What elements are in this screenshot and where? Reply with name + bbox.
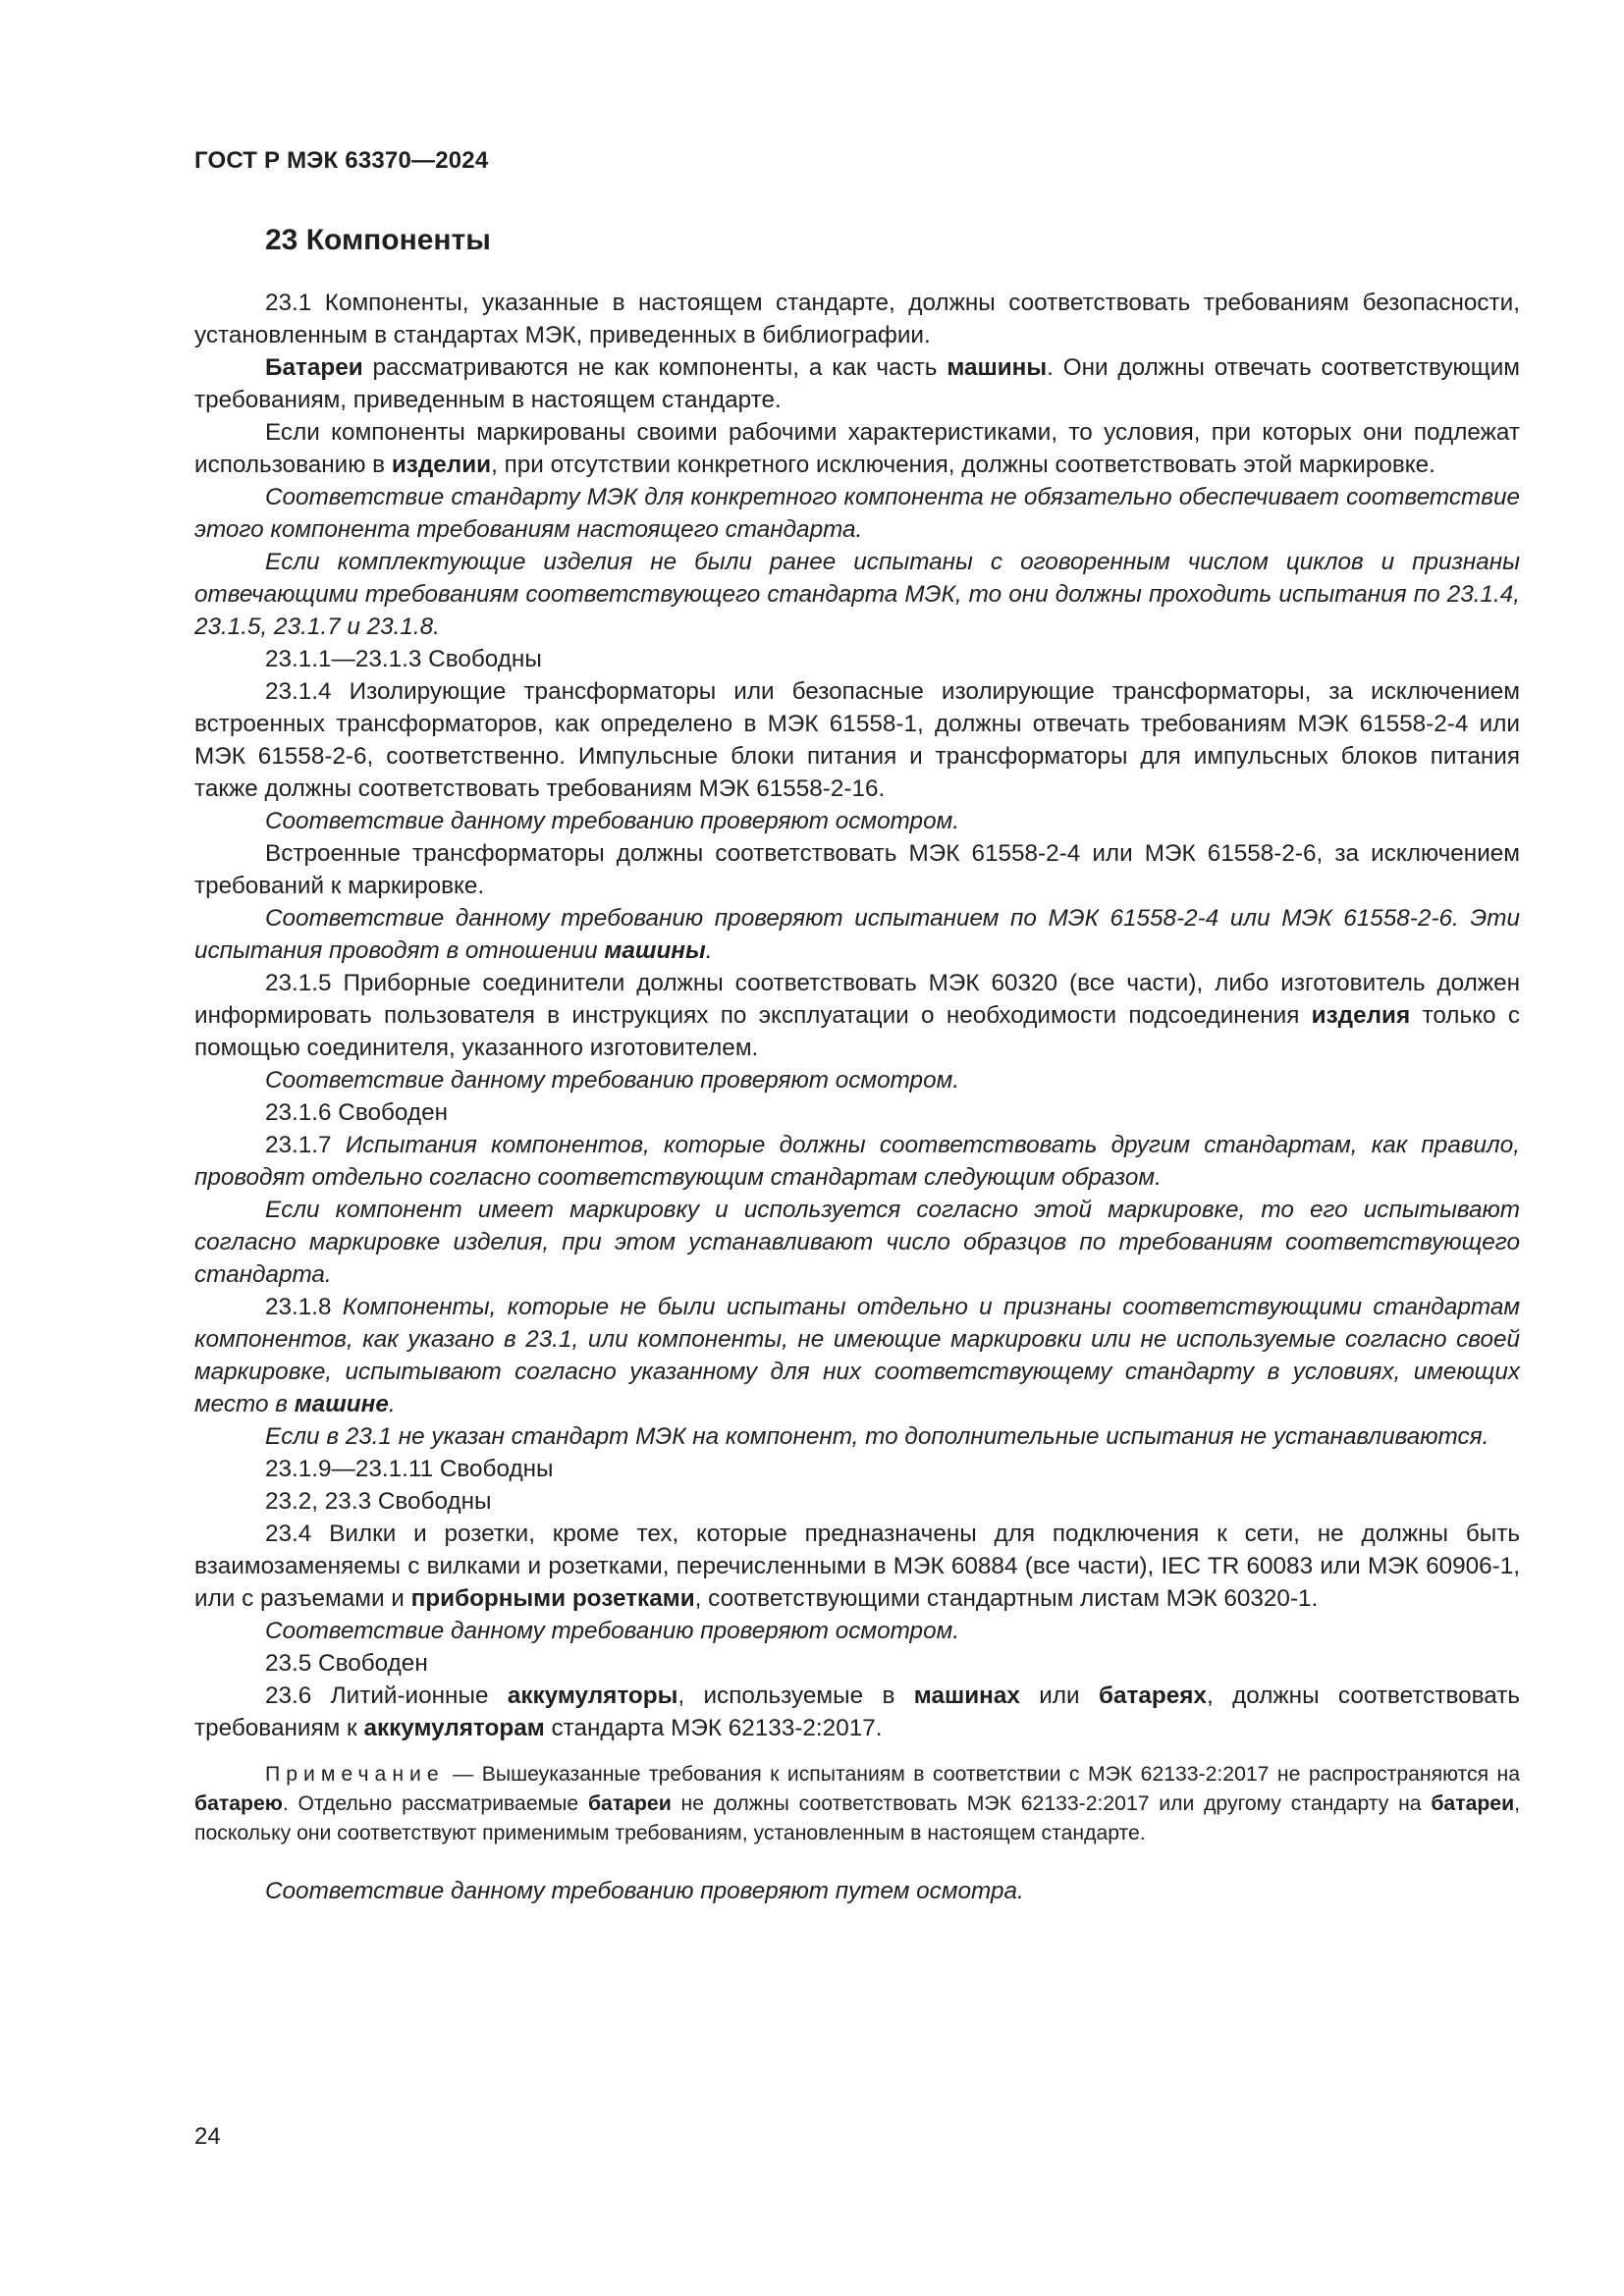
text-span: стандарта МЭК 62133-2:2017. <box>544 1715 883 1741</box>
document-body <box>194 287 1520 1907</box>
text-span: Если компоненты маркированы своими рабочими характеристиками, то условия, при которых они подлежат использованию в <box>194 419 1520 478</box>
paragraph-marking <box>194 416 1520 481</box>
text-span: , соответствующими стандартным листам МЭК 60320-1. <box>694 1585 1319 1612</box>
paragraph-23-6 <box>194 1680 1520 1744</box>
text-span: не должны соответствовать МЭК 62133-2:2017 или другому стандарту на <box>671 1792 1432 1815</box>
text-span: рассматриваются не как компоненты, а как часть <box>362 354 947 381</box>
page-number: 24 <box>194 2123 221 2150</box>
paragraph-23-1-5 <box>194 967 1520 1064</box>
text-span: или <box>1019 1682 1099 1709</box>
paragraph-23-2: 23.2, 23.3 Свободны <box>265 1488 492 1515</box>
term-batteries: батареи <box>1431 1792 1515 1815</box>
term-accumulators: аккумуляторам <box>363 1715 545 1741</box>
paragraph-inspection-2: Соответствие данному требованию проверяют осмотром. <box>265 1067 959 1094</box>
term-machine: машины <box>947 354 1048 381</box>
document-header: ГОСТ Р МЭК 63370—2024 <box>194 147 489 174</box>
term-batteries: Батареи <box>265 354 363 381</box>
paragraph-built-in-transformers: Встроенные трансформаторы должны соответствовать МЭК 61558-2-4 или МЭК 61558-2-6, за исключением требований к маркировке. <box>194 840 1520 899</box>
text-span: . Они должны отвечать соответствующим требованиям, приведенным в настоящем стандарте. <box>194 354 1520 413</box>
paragraph-23-4 <box>194 1518 1520 1615</box>
term-machines: машинах <box>913 1682 1020 1709</box>
text-span: , используемые в <box>677 1682 914 1709</box>
text-span: Соответствие данному требованию проверяют испытанием по МЭК 61558-2-4 или МЭК 61558-2-6. Эти испытания проводят в отношении <box>194 905 1520 964</box>
note <box>194 1760 1520 1848</box>
paragraph-23-1-8 <box>194 1291 1520 1420</box>
paragraph-marked-component: Если компонент имеет маркировку и используется согласно этой маркировке, то его испытывают согласно маркировке изделия, при этом устанавливают число образцов по требованиям соответствующего стандарта. <box>194 1197 1520 1288</box>
paragraph-23-1-6: 23.1.6 Свободен <box>265 1099 448 1126</box>
term-batteries: батареях <box>1098 1682 1207 1709</box>
paragraph-batteries <box>194 351 1520 416</box>
term-accumulators: аккумуляторы <box>507 1682 678 1709</box>
paragraph-23-1-1: 23.1.1—23.1.3 Свободны <box>265 646 542 672</box>
paragraph-inspection-3: Соответствие данному требованию проверяют осмотром. <box>265 1618 959 1644</box>
text-span: , поскольку они соответствуют применимым требованиям, установленным в настоящем стандарте. <box>194 1792 1520 1844</box>
paragraph-inspection-1: Соответствие данному требованию проверяют осмотром. <box>265 808 959 834</box>
paragraph-23-1-4: 23.1.4 Изолирующие трансформаторы или безопасные изолирующие трансформаторы, за исключением встроенных трансформаторов, как определено в МЭК 61558-1, должны отвечать требованиям МЭК 61558-2-4 или МЭК 61558-2-6, соответственно. Импульсные блоки питания и трансформаторы для импульсных блоков питания также должны соответствовать требованиям МЭК 61558-2-16. <box>194 678 1520 802</box>
text-span: , должны соответствовать требованиям к <box>194 1682 1520 1741</box>
paragraph-23-1-9: 23.1.9—23.1.11 Свободны <box>265 1456 554 1482</box>
paragraph-23-5: 23.5 Свободен <box>265 1650 428 1677</box>
paragraph-inspection-4: Соответствие данному требованию проверяют путем осмотра. <box>265 1878 1024 1904</box>
text-span: 23.1.8 <box>265 1294 343 1320</box>
paragraph-no-standard: Если в 23.1 не указан стандарт МЭК на компонент, то дополнительные испытания не устанавливаются. <box>265 1423 1489 1450</box>
term-appliance-inlets: приборными розетками <box>410 1585 695 1612</box>
paragraph-23-1-7 <box>194 1129 1520 1194</box>
section-title: 23 Компоненты <box>265 224 491 256</box>
text-span: 23.6 Литий-ионные <box>265 1682 508 1709</box>
paragraph-compliance-note: Соответствие стандарту МЭК для конкретного компонента не обязательно обеспечивает соответствие этого компонента требованиям настоящего стандарта. <box>194 484 1520 543</box>
term-batteries: батареи <box>587 1792 672 1815</box>
note-label: Примечание <box>265 1763 445 1786</box>
term-machine: машины <box>604 937 706 964</box>
text-span: . <box>705 937 713 964</box>
text-span: 23.1.5 Приборные соединители должны соответствовать МЭК 60320 (все части), либо изготовитель должен информировать пользователя в инструкциях по эксплуатации о необходимости подсоединения <box>194 970 1520 1029</box>
text-span: только с помощью соединителя, указанного изготовителем. <box>194 1002 1520 1061</box>
paragraph-untested-components: Если комплектующие изделия не были ранее испытаны с оговоренным числом циклов и признаны отвечающими требованиям соответствующего стандарта МЭК, то они должны проходить испытания по 23.1.4, 23.1.5, 23.1.7 и 23.1.8. <box>194 549 1520 640</box>
text-span: . Отдельно рассматриваемые <box>282 1792 588 1815</box>
text-span: Испытания компонентов, которые должны соответствовать другим стандартам, как правило, проводят отдельно согласно соответствующим стандартам следующим образом. <box>194 1132 1520 1191</box>
text-span: — Вышеуказанные требования к испытаниям в соответствии с МЭК 62133-2:2017 не распространяются на <box>444 1763 1520 1786</box>
text-span: 23.1.7 <box>265 1132 346 1158</box>
text-span: , при отсутствии конкретного исключения, должны соответствовать этой маркировке. <box>491 452 1435 478</box>
text-span: Компоненты, которые не были испытаны отдельно и признаны соответствующими стандартам компонентов, как указано в 23.1, или компоненты, не имеющие маркировки или не используемые согласно своей маркировке, испытывают согласно указанному для них соответствующему стандарту в условиях, имеющих место в <box>194 1294 1520 1417</box>
term-product: изделия <box>1311 1002 1411 1029</box>
term-product: изделии <box>391 452 492 478</box>
term-battery: батарею <box>194 1792 283 1815</box>
term-machine: машине <box>294 1391 389 1417</box>
text-span: 23.4 Вилки и розетки, кроме тех, которые предназначены для подключения к сети, не должны быть взаимозаменяемы с вилками и розетками, перечисленными в МЭК 60884 (все части), IEC TR 60083 или МЭК 60906-1, или с разъемами и <box>194 1521 1520 1612</box>
text-span: . <box>388 1391 396 1417</box>
paragraph-23-1: 23.1 Компоненты, указанные в настоящем стандарте, должны соответствовать требованиям безопасности, установленным в стандартах МЭК, приведенных в библиографии. <box>194 290 1520 348</box>
paragraph-transformer-test <box>194 902 1520 967</box>
